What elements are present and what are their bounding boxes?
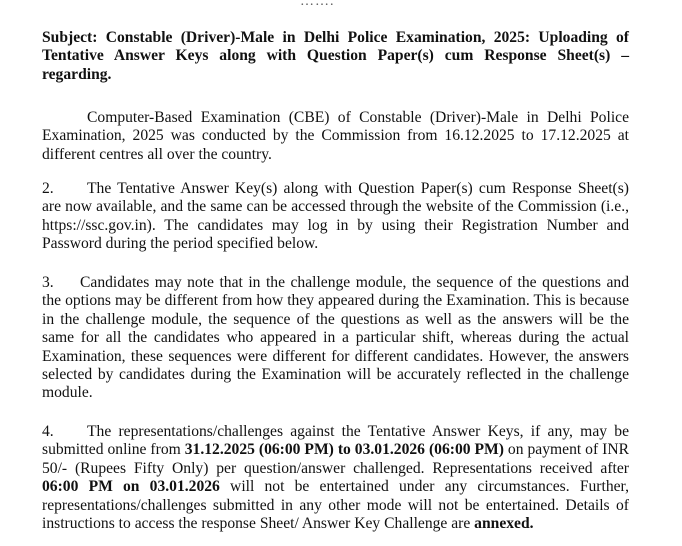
paragraph-4 [42, 423, 629, 533]
paragraph-2 [42, 180, 629, 254]
paragraph-2-text: The Tentative Answer Key(s) along with Question Paper(s) cum Response Sheet(s) are now available, and the same can be accessed through the website of the Commission (i.e., https://ssc.gov.in). The candidates may log in by using their Registration Number and Password during the period specified below. [42, 180, 629, 253]
subject-line: Subject: Constable (Driver)-Male in Delhi Police Examination, 2025: Uploading of Tentative Answer Keys along with Question Paper(s) cum Response Sheet(s) – regarding. [42, 29, 629, 83]
deadline-time: 06:00 PM on 03.01.2026 [42, 478, 220, 496]
header-dots: ……. [300, 0, 335, 9]
challenge-period: 31.12.2025 (06:00 PM) to 03.01.2026 (06:00 PM) [184, 441, 504, 459]
paragraph-4-text-2: on payment of INR 50/- (Rupees Fifty Only) per question/answer challenged. Representations received after [42, 441, 629, 477]
paragraph-4-text-1: The representations/challenges against the Tentative Answer Keys, if any, may be submitted online from [42, 423, 629, 459]
paragraph-1: Computer-Based Examination (CBE) of Constable (Driver)-Male in Delhi Police Examination, 2025 was conducted by the Commission from 16.12.2025 to 17.12.2025 at different centres all over the country. [42, 109, 629, 163]
paragraph-4-text-3: will not be entertained under any circumstances. Further, representations/challenges submitted in any other mode will not be entertained. Details of instructions to access the response Sheet/ Answer Key Challenge are [42, 478, 630, 533]
paragraph-3-number: 3. [42, 274, 54, 291]
paragraph-3-text: Candidates may note that in the challenge module, the sequence of the questions and the options may be different from how they appeared during the Examination. This is because in the challenge module, the sequence of the questions as well as the answers will be the same for all the candidates who appeared in a particular shift, whereas during the actual Examination, these sequences were different for different candidates. However, the answers selected by candidates during the Examination will be accurately reflected in the challenge module. [42, 274, 629, 402]
paragraph-3 [42, 274, 629, 403]
paragraph-2-number: 2. [42, 180, 54, 197]
annexed-label: annexed. [474, 515, 534, 533]
paragraph-4-number: 4. [42, 423, 54, 440]
